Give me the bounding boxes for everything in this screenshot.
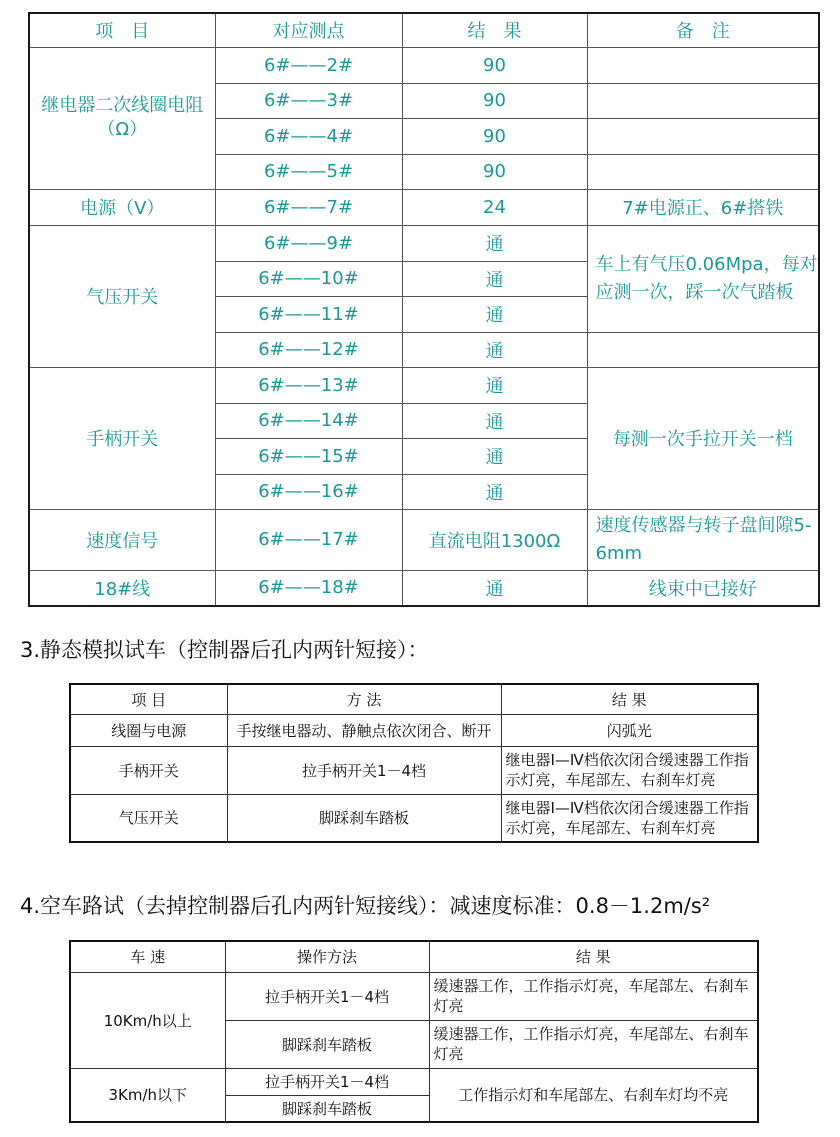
power-item: 电源（V） <box>29 189 215 225</box>
test-point: 6#——4# <box>215 118 402 154</box>
method-cell: 脚踩刹车踏板 <box>225 1020 429 1068</box>
table-header-row <box>70 684 758 714</box>
result-value: 24 <box>402 189 587 225</box>
note-cell <box>587 332 819 367</box>
road-test-table <box>69 940 759 1123</box>
test-point: 6#——14# <box>215 403 402 438</box>
method-cell: 脚踩刹车踏板 <box>225 1095 429 1122</box>
result-value: 通 <box>402 261 587 296</box>
speed-cell: 10Km/h以上 <box>70 972 225 1068</box>
table-row <box>29 47 819 83</box>
table-row <box>70 714 758 746</box>
table-row <box>70 972 758 1020</box>
result-cell: 继电器Ⅰ—Ⅳ档依次闭合缓速器工作指示灯亮，车尾部左、右刹车灯亮 <box>501 794 758 842</box>
test-point: 6#——3# <box>215 83 402 118</box>
header-item: 项 目 <box>29 13 215 47</box>
table-row <box>29 570 819 606</box>
note-cell <box>587 118 819 154</box>
speed-signal-item: 速度信号 <box>29 509 215 570</box>
header-speed: 车 速 <box>70 941 225 972</box>
test-point: 6#——17# <box>215 509 402 570</box>
table-row <box>70 1068 758 1095</box>
header-result: 结 果 <box>429 941 758 972</box>
speed-signal-note: 速度传感器与转子盘间隙5-6mm <box>587 509 819 570</box>
test-point: 6#——5# <box>215 154 402 189</box>
header-method: 方 法 <box>227 684 501 714</box>
item-cell: 手柄开关 <box>70 746 227 794</box>
method-cell: 拉手柄开关1－4档 <box>227 746 501 794</box>
test-point: 6#——13# <box>215 367 402 403</box>
item-cell: 线圈与电源 <box>70 714 227 746</box>
result-value: 通 <box>402 474 587 509</box>
table-row <box>70 746 758 794</box>
note-cell: 线束中已接好 <box>587 570 819 606</box>
result-cell: 缓速器工作，工作指示灯亮，车尾部左、右刹车灯亮 <box>429 972 758 1020</box>
table-header-row <box>70 941 758 972</box>
handle-switch-note: 每测一次手拉开关一档 <box>587 367 819 509</box>
test-points-table <box>28 12 820 607</box>
result-value: 90 <box>402 118 587 154</box>
note-cell <box>587 47 819 83</box>
result-value: 通 <box>402 367 587 403</box>
relay-resistance-item: 继电器二次线圈电阻（Ω） <box>29 47 215 189</box>
header-note: 备 注 <box>587 13 819 47</box>
method-cell: 拉手柄开关1－4档 <box>225 972 429 1020</box>
test-point: 6#——11# <box>215 296 402 332</box>
result-value: 通 <box>402 438 587 474</box>
result-value: 通 <box>402 332 587 367</box>
line18-item: 18#线 <box>29 570 215 606</box>
result-value: 90 <box>402 47 587 83</box>
header-method: 操作方法 <box>225 941 429 972</box>
result-value: 90 <box>402 154 587 189</box>
table-row <box>29 509 819 570</box>
result-cell: 工作指示灯和车尾部左、右刹车灯均不亮 <box>429 1068 758 1122</box>
test-point: 6#——12# <box>215 332 402 367</box>
method-cell: 拉手柄开关1－4档 <box>225 1068 429 1095</box>
note-cell: 7#电源正、6#搭铁 <box>587 189 819 225</box>
result-value: 通 <box>402 570 587 606</box>
handle-switch-item: 手柄开关 <box>29 367 215 509</box>
test-point: 6#——18# <box>215 570 402 606</box>
header-item: 项 目 <box>70 684 227 714</box>
header-result: 结 果 <box>402 13 587 47</box>
test-point: 6#——7# <box>215 189 402 225</box>
section-4-heading: 4.空车路试（去掉控制器后孔内两针短接线）：减速度标准：0.8－1.2m/s² <box>20 894 711 918</box>
test-point: 6#——16# <box>215 474 402 509</box>
result-value: 直流电阻1300Ω <box>402 509 587 570</box>
table-row <box>70 794 758 842</box>
table-row <box>29 367 819 403</box>
test-point: 6#——10# <box>215 261 402 296</box>
header-result: 结 果 <box>501 684 758 714</box>
test-point: 6#——9# <box>215 225 402 261</box>
result-value: 通 <box>402 296 587 332</box>
test-point: 6#——2# <box>215 47 402 83</box>
result-value: 通 <box>402 225 587 261</box>
air-switch-item: 气压开关 <box>29 225 215 367</box>
air-switch-note: 车上有气压0.06Mpa，每对应测一次，踩一次气踏板 <box>587 225 819 332</box>
result-cell: 闪弧光 <box>501 714 758 746</box>
item-cell: 气压开关 <box>70 794 227 842</box>
note-cell <box>587 83 819 118</box>
result-value: 通 <box>402 403 587 438</box>
method-cell: 脚踩刹车踏板 <box>227 794 501 842</box>
table-header-row <box>29 13 819 47</box>
note-cell <box>587 154 819 189</box>
section-3-heading: 3.静态模拟试车（控制器后孔内两针短接）： <box>20 638 429 662</box>
table-row <box>29 225 819 261</box>
result-cell: 继电器Ⅰ—Ⅳ档依次闭合缓速器工作指示灯亮，车尾部左、右刹车灯亮 <box>501 746 758 794</box>
result-value: 90 <box>402 83 587 118</box>
result-cell: 缓速器工作，工作指示灯亮，车尾部左、右刹车灯亮 <box>429 1020 758 1068</box>
header-test-point: 对应测点 <box>215 13 402 47</box>
speed-cell: 3Km/h以下 <box>70 1068 225 1122</box>
static-simulation-table <box>69 683 759 843</box>
method-cell: 手按继电器动、静触点依次闭合、断开 <box>227 714 501 746</box>
test-point: 6#——15# <box>215 438 402 474</box>
table-row <box>29 189 819 225</box>
